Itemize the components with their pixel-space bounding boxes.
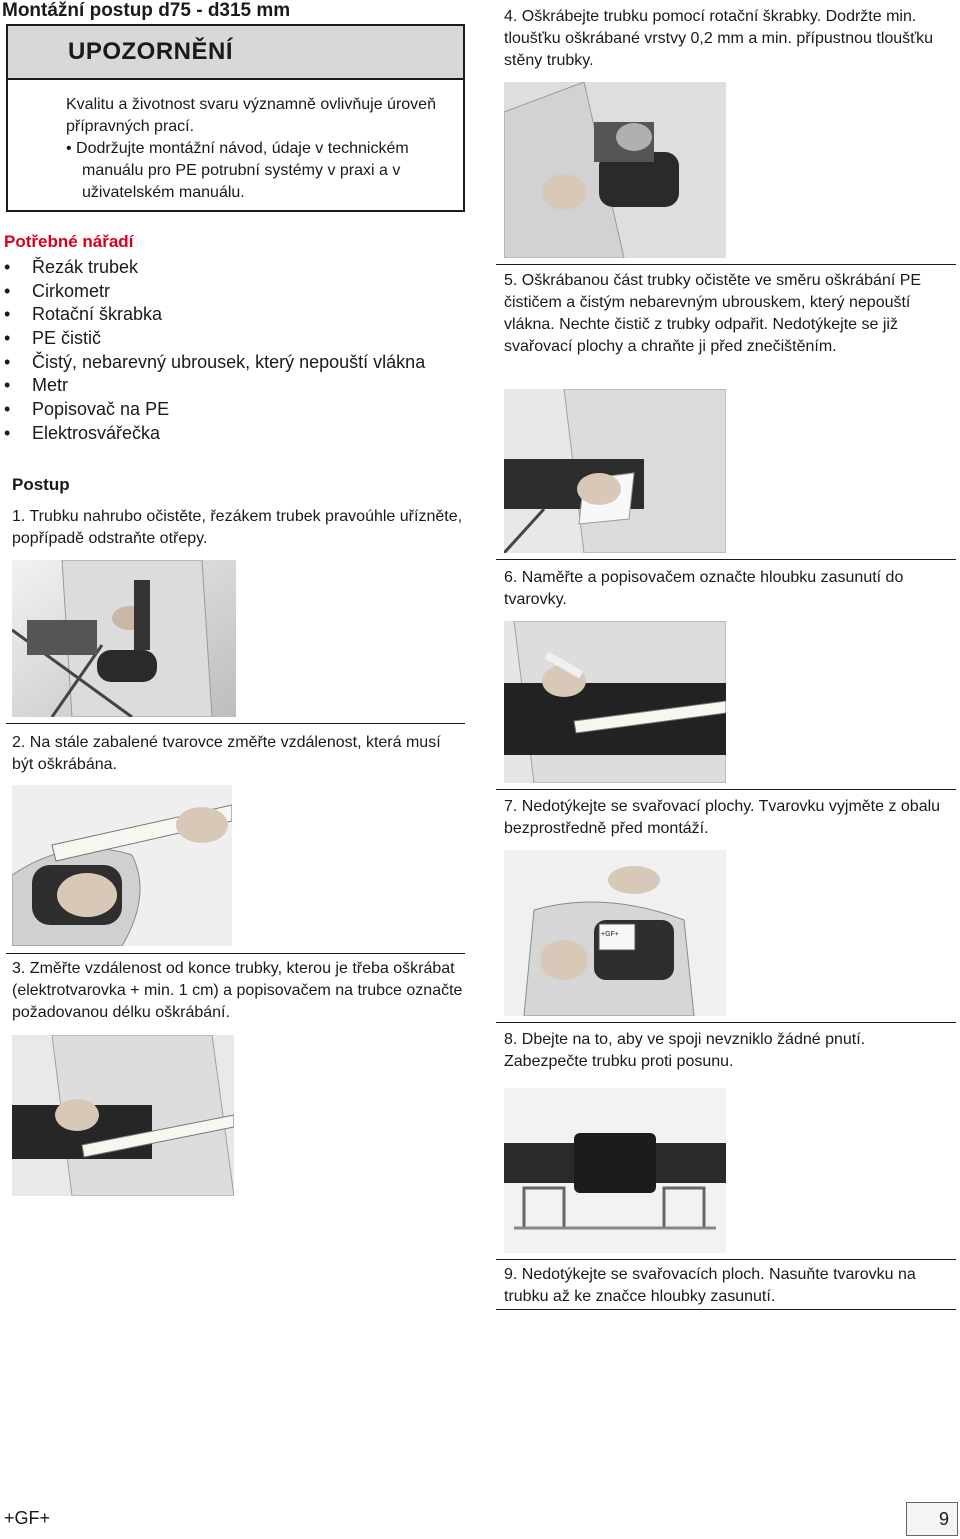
step-5-photo (504, 389, 726, 553)
step-8-photo (504, 1088, 726, 1253)
procedure-heading: Postup (12, 475, 70, 494)
step-8-text: 8. Dbejte na to, aby ve spoji nevzniklo žádné pnutí. Zabezpečte trubku proti posunu. (504, 1031, 866, 1070)
divider (6, 723, 465, 724)
warning-box (6, 24, 465, 212)
tool-item: • Popisovač na PE (4, 399, 170, 420)
divider (496, 264, 956, 265)
tool-item: • Řezák trubek (4, 257, 139, 277)
step-3-photo (12, 1035, 234, 1196)
tool-item: • Metr (4, 375, 68, 396)
step-9-text: 9. Nedotýkejte se svařovacích ploch. Nasuňte tvarovku na trubku až ke značce hloubky zasunutí. (504, 1266, 916, 1305)
warning-body (66, 94, 456, 204)
divider (6, 953, 465, 954)
tool-item: • PE čistič (4, 328, 102, 349)
warning-text: Kvalitu a životnost svaru významně ovlivňuje úroveň přípravných prací. (66, 96, 436, 135)
step-2-text: 2. Na stále zabalené tvarovce změřte vzdálenost, která musí být oškrábána. (12, 734, 441, 773)
tool-item: • Cirkometr (4, 280, 111, 301)
step-2-photo (12, 785, 232, 946)
tool-item: • Elektrosvářečka (4, 422, 161, 443)
warning-header (8, 26, 463, 80)
step-6-text: 6. Naměřte a popisovačem označte hloubku zasunutí do tvarovky. (504, 569, 904, 608)
step-7-photo (504, 850, 726, 1016)
tools-heading: Potřebné nářadí (4, 232, 134, 251)
divider (496, 1259, 956, 1260)
divider (496, 1309, 956, 1310)
step-4-text: 4. Oškrábejte trubku pomocí rotační škrabky. Dodržte min. tloušťku oškrábané vrstvy 0,2 mm a min. přípustnou tloušťku stěny trubky. (504, 8, 934, 69)
step-1-photo (12, 560, 236, 717)
tool-item: • Čistý, nebarevný ubrousek, který nepouští vlákna (4, 351, 426, 372)
footer-brand-logo: +GF+ (4, 1508, 51, 1528)
tools-list (4, 256, 425, 446)
step-4-photo (504, 82, 726, 258)
step-7-text: 7. Nedotýkejte se svařovací plochy. Tvarovku vyjměte z obalu bezprostředně před montáží. (504, 798, 941, 837)
page-title: Montážní postup d75 - d315 mm (2, 0, 291, 21)
tool-item: • Rotační škrabka (4, 304, 163, 325)
divider (496, 1022, 956, 1023)
fitting-label: +GF+ (601, 931, 619, 938)
step-3-text: 3. Změřte vzdálenost od konce trubky, kterou je třeba oškrábat (elektrotvarovka + min. 1 cm) a popisovačem na trubce označte požadovanou délku oškrábání. (12, 960, 463, 1021)
step-1-text: 1. Trubku nahrubo očistěte, řezákem trubek pravoúhle uřízněte, popřípadě odstraňte otřepy. (12, 508, 463, 547)
page-number: 9 (906, 1502, 958, 1536)
step-5-text: 5. Oškrábanou část trubky očistěte ve směru oškrábání PE čističem a čistým nebarevným ubrouskem, který nepouští vlákna. Nechte čistič z trubky odpařit. Nedotýkejte se již svařovací plochy a chraňte ji před znečištěním. (504, 272, 922, 355)
step-6-photo (504, 621, 726, 783)
warning-title: UPOZORNĚNÍ (68, 38, 234, 65)
divider (496, 559, 956, 560)
warning-bullet: • Dodržujte montážní návod, údaje v technickém manuálu pro PE potrubní systémy v praxi a v uživatelském manuálu. (66, 140, 409, 201)
divider (496, 789, 956, 790)
